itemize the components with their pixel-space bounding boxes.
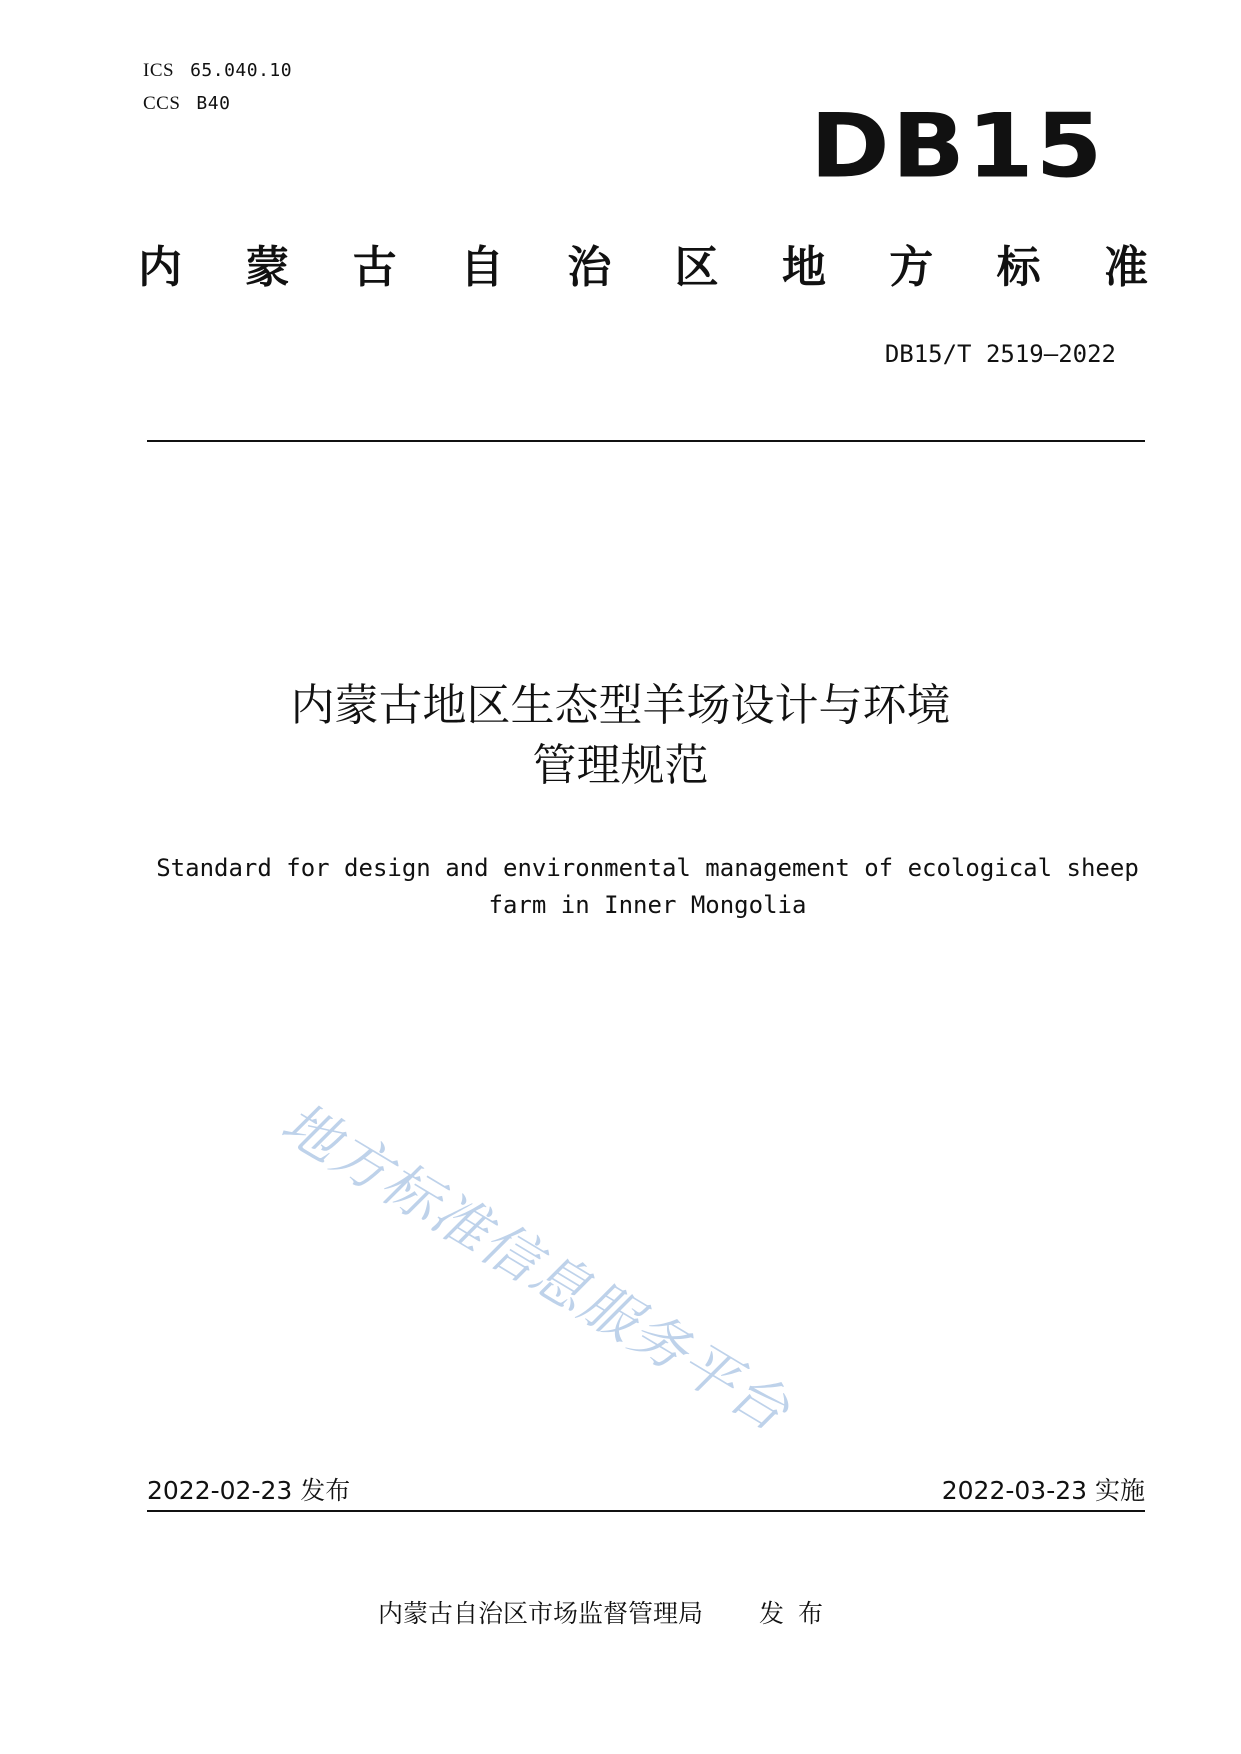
- footer-divider: [147, 1510, 1145, 1512]
- standard-type-char: 蒙: [245, 242, 290, 293]
- standard-type-char: 内: [138, 242, 182, 293]
- standard-type-heading: [138, 240, 1148, 296]
- ics-code: 65.040.10: [190, 60, 293, 81]
- standard-type-char: 古: [352, 242, 397, 293]
- header-divider: [147, 440, 1145, 442]
- chinese-title-line-2: 管理规范: [532, 740, 709, 791]
- publisher-name: 内蒙古自治区市场监督管理局: [378, 1599, 704, 1628]
- db15-logo: DB15: [810, 94, 1105, 198]
- ccs-classification: [143, 93, 230, 115]
- watermark-text: 地方标准信息服务平台: [270, 1090, 801, 1445]
- issue-date: 2022-02-23 发布: [147, 1476, 351, 1505]
- standard-type-char: 自: [459, 242, 504, 293]
- publisher-line: [378, 1594, 837, 1630]
- effective-date: 2022-03-23 实施: [941, 1476, 1145, 1505]
- standard-type-char: 治: [567, 242, 612, 293]
- publisher-suffix: 发布: [759, 1599, 838, 1628]
- chinese-title: [0, 676, 1241, 796]
- english-title-line-2: farm in Inner Mongolia: [488, 891, 807, 919]
- standard-type-char: 方: [889, 242, 934, 293]
- ccs-code: B40: [196, 93, 231, 114]
- standard-number: DB15/T 2519—2022: [884, 340, 1116, 368]
- ics-label: ICS: [143, 60, 175, 81]
- standard-type-char: 标: [996, 242, 1041, 293]
- chinese-title-line-1: 内蒙古地区生态型羊场设计与环境: [290, 680, 951, 731]
- ccs-label: CCS: [143, 93, 181, 114]
- english-title-line-1: Standard for design and environmental management of ecological sheep: [156, 854, 1139, 882]
- english-title: [0, 850, 1241, 924]
- standard-type-char: 准: [1103, 242, 1148, 293]
- standard-type-char: 区: [674, 242, 719, 293]
- ics-classification: [143, 60, 292, 82]
- standard-type-char: 地: [781, 242, 826, 293]
